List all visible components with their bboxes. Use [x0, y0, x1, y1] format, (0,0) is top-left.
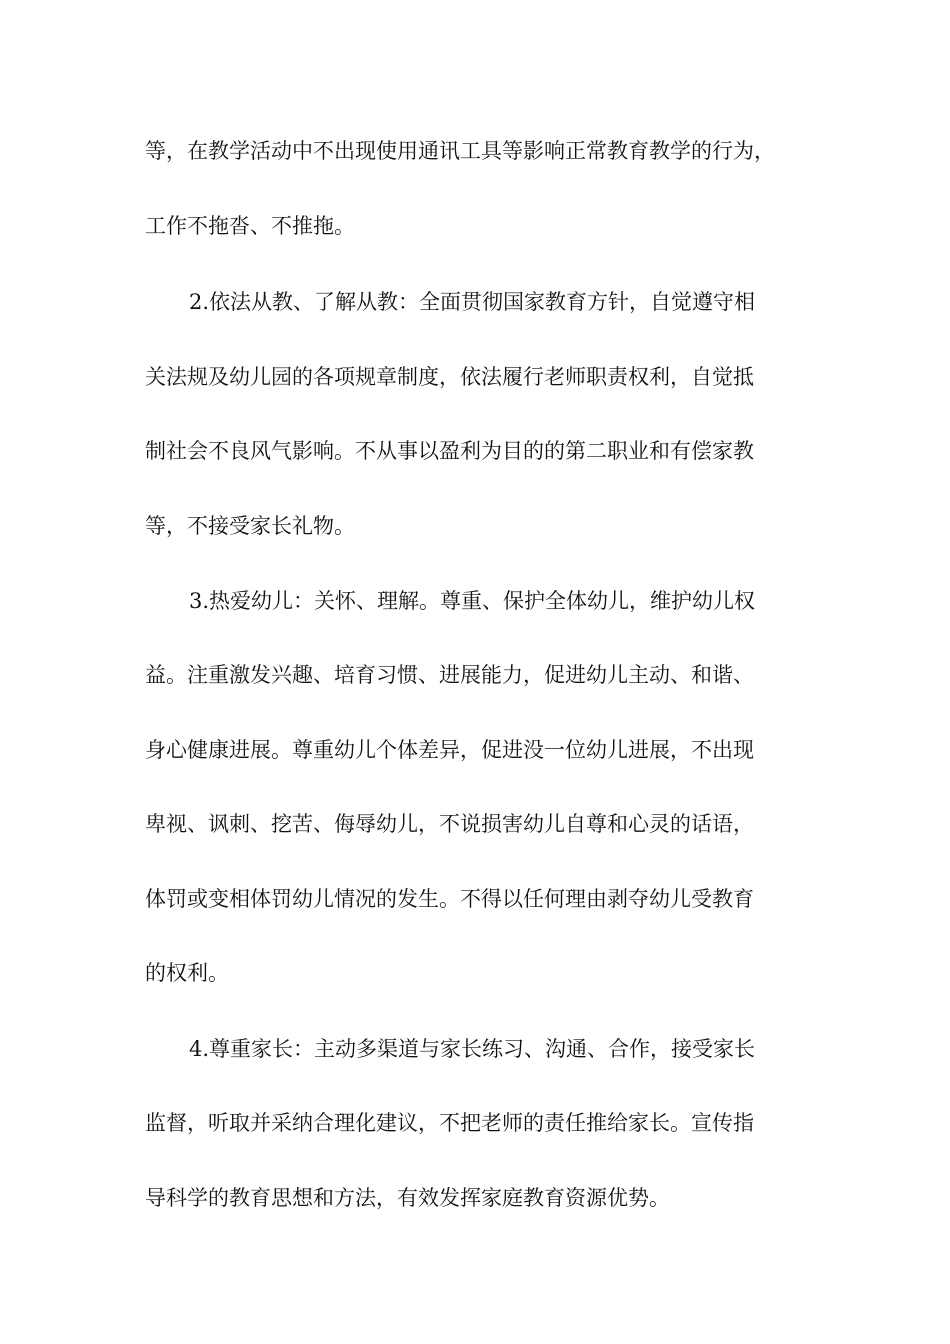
text-line: 卑视、讽刺、挖苦、侮辱幼儿，不说损害幼儿自尊和心灵的话语，: [145, 812, 754, 836]
text-line: 监督，听取并采纳合理化建议，不把老师的责任推给家长。宣传指: [145, 1111, 754, 1135]
text-line: 等，在教学活动中不出现使用通讯工具等影响正常教育教学的行为，: [145, 139, 775, 163]
text-line: 益。注重激发兴趣、培育习惯、进展能力，促进幼儿主动、和谐、: [145, 663, 754, 687]
text-line: 工作不拖沓、不推拖。: [145, 214, 355, 238]
paragraph-start-line: 4.尊重家长：主动多渠道与家长练习、沟通、合作，接受家长: [189, 1037, 756, 1061]
text-line: 身心健康进展。尊重幼儿个体差异，促进没一位幼儿进展，不出现: [145, 738, 754, 762]
text-line: 关法规及幼儿园的各项规章制度，依法履行老师职责权利，自觉抵: [145, 365, 754, 389]
paragraph-start-line: 2.依法从教、了解从教：全面贯彻国家教育方针，自觉遵守相: [189, 290, 756, 314]
paragraph-start-line: 3.热爱幼儿：关怀、理解。尊重、保护全体幼儿，维护幼儿权: [189, 589, 756, 613]
text-line: 等，不接受家长礼物。: [145, 514, 355, 538]
text-line: 体罚或变相体罚幼儿情况的发生。不得以任何理由剥夺幼儿受教育: [145, 887, 754, 911]
text-line: 的权利。: [145, 961, 229, 985]
text-line: 制社会不良风气影响。不从事以盈利为目的的第二职业和有偿家教: [145, 439, 754, 463]
text-line: 导科学的教育思想和方法，有效发挥家庭教育资源优势。: [145, 1186, 670, 1210]
